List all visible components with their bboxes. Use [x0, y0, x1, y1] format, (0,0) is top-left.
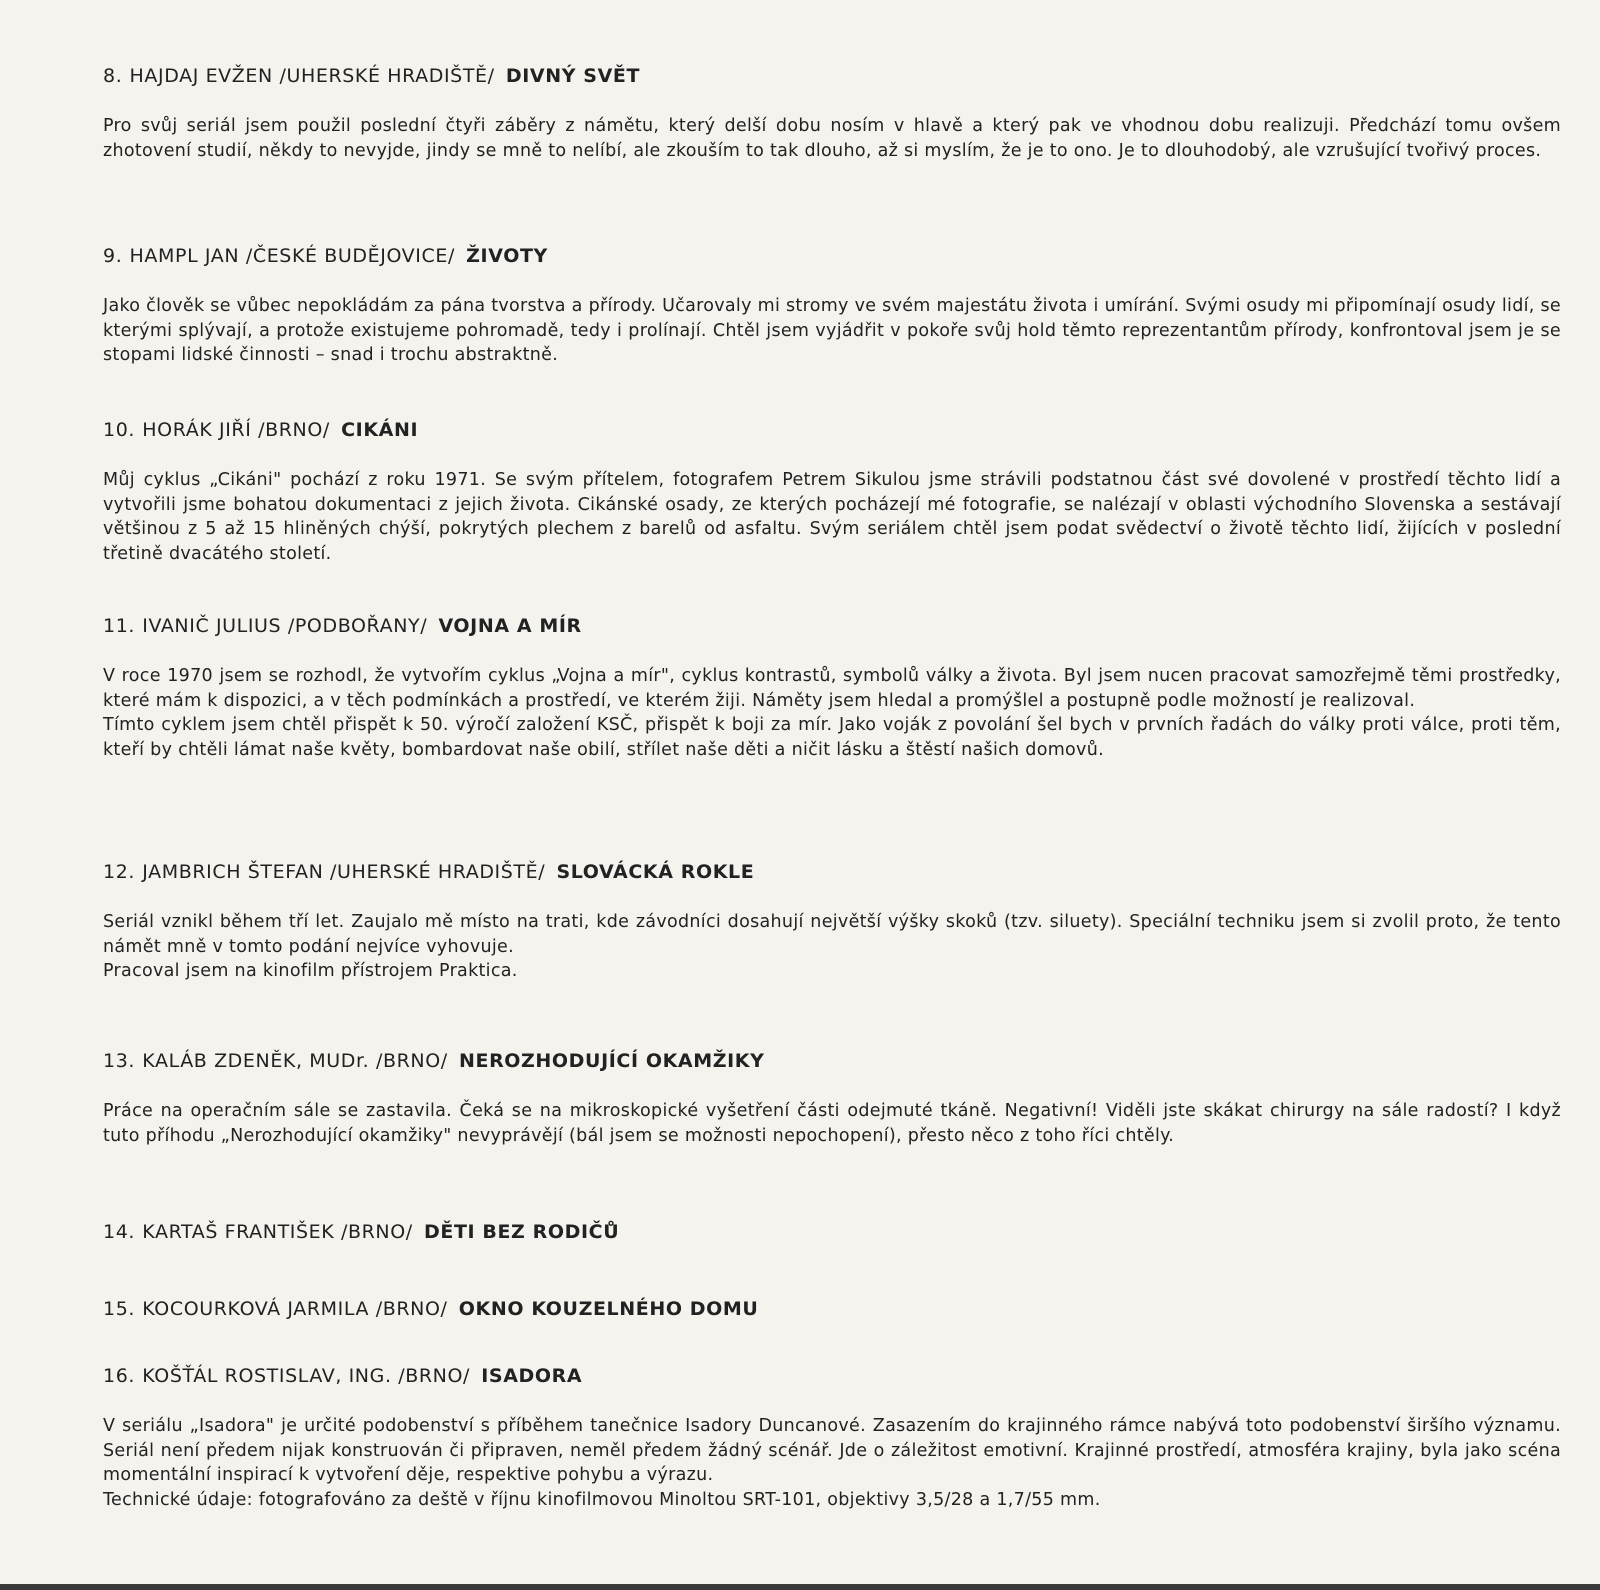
entry-14: [103, 1220, 1561, 1244]
entry-heading: [103, 1297, 1561, 1321]
page-bottom-edge: [0, 1584, 1600, 1590]
entry-title: NEROZHODUJÍCÍ OKAMŽIKY: [458, 1050, 765, 1072]
entry-author: JAMBRICH ŠTEFAN /UHERSKÉ HRADIŠTĚ/: [142, 861, 546, 883]
entry-author: HAMPL JAN /ČESKÉ BUDĚJOVICE/: [129, 245, 455, 267]
entry-author: KARTAŠ FRANTIŠEK /BRNO/: [142, 1221, 413, 1243]
entry-heading: [103, 1364, 1561, 1388]
entry-heading: [103, 244, 1561, 268]
paragraph: V roce 1970 jsem se rozhodl, že vytvořím cyklus „Vojna a mír", cyklus kontrastů, symbolů války a života. Byl jsem nucen pracovat samozřejmě těmi prostředky, které mám k dispozici, a v těch podmínkách a prostředí, ve kterém žiji. Náměty jsem hledal a promýšlel a postupně podle možností je realizoval.: [103, 666, 1561, 711]
entry-description: [103, 1099, 1561, 1148]
entry-title: SLOVÁCKÁ ROKLE: [556, 861, 755, 883]
entry-author: HORÁK JIŘÍ /BRNO/: [142, 419, 330, 441]
entry-author: IVANIČ JULIUS /PODBOŘANY/: [142, 615, 428, 637]
entry-heading: [103, 64, 1561, 88]
entry-author: KOŠŤÁL ROSTISLAV, ING. /BRNO/: [142, 1365, 471, 1387]
entry-number: 9.: [103, 245, 123, 267]
entry-title: OKNO KOUZELNÉHO DOMU: [458, 1298, 759, 1320]
entry-13: [103, 1049, 1561, 1148]
entry-author: KOCOURKOVÁ JARMILA /BRNO/: [142, 1298, 448, 1320]
entry-15: [103, 1297, 1561, 1321]
paragraph: Technické údaje: fotografováno za deště v říjnu kinofilmovou Minoltou SRT-101, objektivy 3,5/28 a 1,7/55 mm.: [103, 1489, 1101, 1510]
entry-number: 8.: [103, 65, 123, 87]
entry-description: [103, 910, 1561, 984]
entry-description: [103, 664, 1561, 762]
paragraph: Tímto cyklem jsem chtěl přispět k 50. výročí založení KSČ, přispět k boji za mír. Jako voják z povolání šel bych v prvních řadách do války proti válce, proti těm, kteří by chtěli lámat naše květy, bombardovat naše obilí, střílet naše děti a ničit lásku a štěstí našich domovů.: [103, 715, 1561, 760]
entry-title: DIVNÝ SVĚT: [505, 65, 641, 87]
paragraph: V seriálu „Isadora" je určité podobenství s příběhem tanečnice Isadory Duncanové. Zasazením do krajinného rámce nabývá toto podobenství širšího významu. Seriál není předem nijak konstruován či připraven, neměl předem žádný scénář. Jde o záležitost emotivní. Krajinné prostředí, atmosféra krajiny, byla jako scéna momentální inspirací k vytvoření děje, respektive pohybu a výrazu.: [103, 1416, 1561, 1485]
entry-number: 10.: [103, 419, 136, 441]
entry-10: [103, 418, 1561, 566]
entry-number: 14.: [103, 1221, 136, 1243]
entry-number: 11.: [103, 615, 136, 637]
paragraph: Pracoval jsem na kinofilm přístrojem Praktica.: [103, 961, 518, 981]
entry-title: CIKÁNI: [341, 419, 419, 441]
entry-description: [103, 1414, 1561, 1512]
entry-9: [103, 244, 1561, 368]
paragraph: Jako člověk se vůbec nepokládám za pána tvorstva a přírody. Učarovaly mi stromy ve svém majestátu života i umírání. Svými osudy mi připomínají osudy lidí, se kterými splývají, a protože existujeme pohromadě, tedy i prolínají. Chtěl jsem vyjádřit v pokoře svůj hold těmto reprezentantům přírody, konfrontoval jsem je se stopami lidské činnosti – snad i trochu abstraktně.: [103, 296, 1561, 365]
entry-description: [103, 468, 1561, 566]
entry-description: [103, 294, 1561, 368]
entry-title: ISADORA: [481, 1365, 583, 1387]
entry-16: [103, 1364, 1561, 1512]
paragraph: Můj cyklus „Cikáni" pochází z roku 1971. Se svým přítelem, fotografem Petrem Sikulou jsme strávili podstatnou část své dovolené v prostředí těchto lidí a vytvořili jsme bohatou dokumentaci z jejich života. Cikánské osady, ze kterých pocházejí mé fotografie, se nalézají v oblasti východního Slovenska a sestávají většinou z 5 až 15 hliněných chýší, pokrytých plechem z barelů od asfaltu. Svým seriálem chtěl jsem podat svědectví o životě těchto lidí, žijících v poslední třetině dvacátého století.: [103, 470, 1561, 564]
entry-number: 12.: [103, 861, 136, 883]
entry-title: VOJNA A MÍR: [438, 615, 582, 637]
entry-title: ŽIVOTY: [466, 245, 548, 267]
entry-heading: [103, 1049, 1561, 1073]
paragraph: Práce na operačním sále se zastavila. Čeká se na mikroskopické vyšetření části odejmuté tkáně. Negativní! Viděli jste skákat chirurgy na sále radostí? I když tuto příhodu „Nerozhodující okamžiky" nevyprávějí (bál jsem se možnosti nepochopení), přesto něco z toho říci chtěly.: [103, 1101, 1561, 1146]
entry-11: [103, 614, 1561, 762]
entry-number: 15.: [103, 1298, 136, 1320]
entry-number: 13.: [103, 1050, 136, 1072]
entry-title: DĚTI BEZ RODIČŮ: [424, 1221, 620, 1243]
entry-heading: [103, 614, 1561, 638]
entry-number: 16.: [103, 1365, 136, 1387]
entry-8: [103, 64, 1561, 163]
entry-heading: [103, 860, 1561, 884]
paragraph: Seriál vznikl během tří let. Zaujalo mě místo na trati, kde závodníci dosahují největší výšky skoků (tzv. siluety). Speciální techniku jsem si zvolil proto, že tento námět mně v tomto podání nejvíce vyhovuje.: [103, 912, 1561, 957]
entry-heading: [103, 418, 1561, 442]
entry-12: [103, 860, 1561, 984]
entry-description: [103, 114, 1561, 163]
paragraph: Pro svůj seriál jsem použil poslední čtyři záběry z námětu, který delší dobu nosím v hlavě a který pak ve vhodnou dobu realizuji. Předchází tomu ovšem zhotovení studií, někdy to nevyjde, jindy se mně to nelíbí, ale zkouším to tak dlouho, až si myslím, že je to ono. Je to dlouhodobý, ale vzrušující tvořivý proces.: [103, 116, 1561, 161]
entry-heading: [103, 1220, 1561, 1244]
entry-author: KALÁB ZDENĚK, MUDr. /BRNO/: [142, 1050, 448, 1072]
entry-author: HAJDAJ EVŽEN /UHERSKÉ HRADIŠTĚ/: [129, 65, 495, 87]
